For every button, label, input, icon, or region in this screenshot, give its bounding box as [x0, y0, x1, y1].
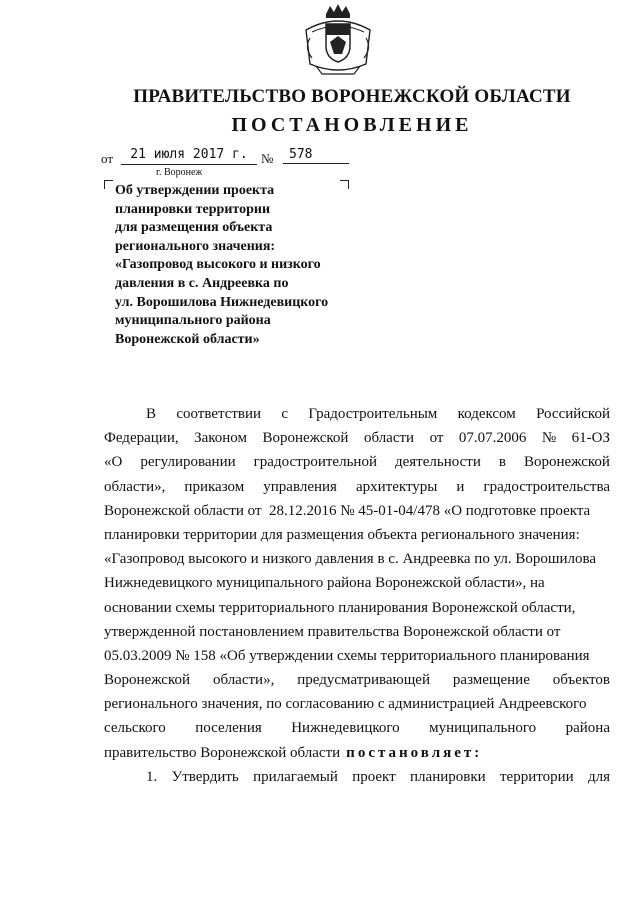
document-body [104, 402, 610, 789]
body-line [104, 596, 610, 620]
body-text: Утвердить [171, 768, 239, 785]
list-item [104, 765, 610, 789]
document-subject [115, 182, 365, 349]
body-text: В [146, 406, 157, 422]
body-text: сельского [104, 720, 166, 737]
body-text: управления [263, 478, 337, 495]
body-text: 1. [146, 768, 158, 785]
body-text: градостроительной [253, 454, 377, 471]
body-text: в [498, 454, 506, 471]
body-text: территории [499, 768, 574, 785]
subject-line: планировки территории [115, 201, 271, 217]
date-number-row [101, 146, 361, 166]
body-text: с [281, 406, 289, 422]
body-text: «Газопровод высокого и низкого давления в с. Андреевка по ул. Ворошилова [104, 551, 597, 568]
body-text: планировки территории для размещения объекта регионального значения: [104, 526, 580, 543]
subject-corner-left [104, 180, 113, 189]
body-text: Нижнедевицкого муниципального района Воронежской области», на [104, 575, 545, 592]
date-prefix-label: от [101, 151, 114, 166]
body-text: градостроительства [483, 478, 610, 495]
body-text: проект [352, 768, 396, 785]
body-text: «О [104, 454, 123, 471]
city-label: г. Воронеж [156, 167, 203, 178]
body-line [104, 523, 610, 547]
body-text: прилагаемый [253, 768, 338, 785]
body-text: поселения [195, 720, 262, 737]
coat-of-arms-emblem [296, 2, 380, 80]
subject-line: «Газопровод высокого и низкого [115, 257, 321, 273]
body-text: планировки [410, 768, 486, 785]
body-text: Градостроительным [308, 406, 438, 422]
body-line [104, 571, 610, 595]
body-text: области», [104, 478, 166, 495]
body-line [104, 426, 610, 450]
decree-line [104, 741, 610, 765]
body-text: размещение [452, 672, 530, 689]
body-text: Нижнедевицкого [291, 720, 400, 737]
body-text: регионального значения, по согласованию с администрацией Андреевского [104, 696, 587, 713]
body-text: 61-ОЗ [571, 430, 610, 447]
body-line [104, 620, 610, 644]
body-text: Воронежской [104, 672, 190, 689]
body-text: 05.03.2009 № 158 «Об утверждении схемы территориального планирования [104, 647, 590, 664]
subject-line: Об утверждении проекта [115, 183, 275, 198]
body-text: Воронежской области от 28.12.2016 № 45-01-04/478 «О подготовке проекта [104, 502, 591, 519]
body-text: муниципального [429, 720, 537, 737]
body-line [104, 668, 610, 692]
body-text: области [363, 430, 415, 447]
body-text: Федерации, [104, 430, 179, 447]
body-text: соответствии [176, 406, 262, 422]
coat-of-arms-icon [296, 2, 380, 80]
subject-line: ул. Ворошилова Нижнедевицкого [115, 294, 329, 310]
body-text: от [429, 430, 444, 447]
body-text: Законом [194, 430, 247, 447]
body-text: приказом [184, 478, 245, 495]
body-text: предусматривающей [297, 672, 430, 689]
subject-line: регионального значения: [115, 238, 276, 254]
body-line [104, 547, 610, 571]
document-date: 21 июля 2017 г. [121, 146, 257, 165]
body-text: кодексом [457, 406, 516, 422]
document-number: 578 [283, 146, 349, 164]
subject-line: Воронежской области» [115, 331, 260, 347]
body-text: Воронежской [523, 454, 610, 471]
decree-text: правительство Воронежской области [104, 744, 341, 761]
body-line [104, 450, 610, 474]
decree-emphasis: постановляет: [346, 744, 483, 761]
body-text: Российской [536, 406, 610, 422]
document-type-title: ПОСТАНОВЛЕНИЕ [231, 114, 473, 136]
government-title: ПРАВИТЕЛЬСТВО ВОРОНЕЖСКОЙ ОБЛАСТИ [133, 86, 571, 107]
body-text: области», [212, 672, 275, 689]
body-line [104, 692, 610, 716]
body-text: архитектуры [355, 478, 438, 495]
body-text: деятельности [394, 454, 481, 471]
body-text: 07.07.2006 [458, 430, 527, 447]
body-text: утвержденной постановлением правительства Воронежской области от [104, 623, 561, 640]
body-text: регулировании [140, 454, 236, 471]
body-line [104, 716, 610, 740]
subject-line: давления в с. Андреевка по [115, 275, 289, 291]
body-text: Воронежской [262, 430, 349, 447]
subject-line: для размещения объекта [115, 220, 273, 236]
body-text: и [456, 478, 465, 495]
body-text: № [541, 430, 557, 447]
body-line [104, 475, 610, 499]
body-text: района [565, 720, 610, 737]
number-prefix-label: № [261, 151, 274, 166]
body-line [104, 644, 610, 668]
body-text: для [587, 768, 610, 785]
body-line [104, 499, 610, 523]
subject-line: муниципального района [115, 313, 271, 329]
body-text: объектов [552, 672, 610, 689]
body-text: основании схемы территориального планирования Воронежской области, [104, 599, 576, 616]
body-line [104, 402, 610, 426]
